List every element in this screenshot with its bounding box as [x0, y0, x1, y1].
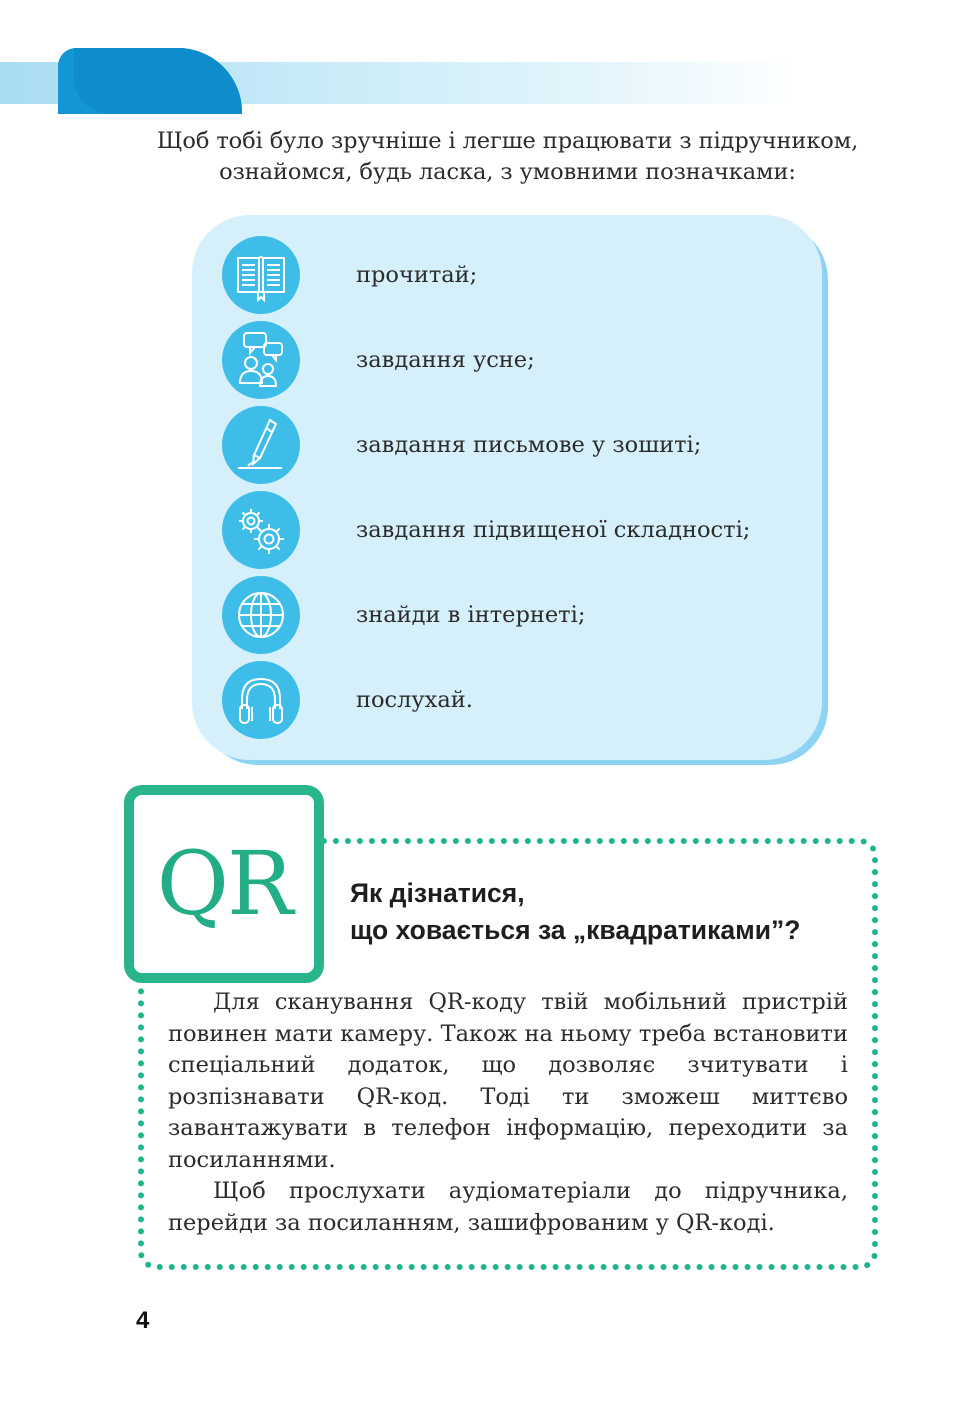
legend-label: послухай. — [356, 687, 473, 713]
qr-heading — [350, 875, 890, 949]
legend-item-read — [222, 235, 802, 315]
legend-label: прочитай; — [356, 262, 478, 288]
speech-bubbles-people-icon — [222, 321, 300, 399]
legend-label: завдання підвищеної складності; — [356, 517, 751, 543]
pencil-writing-icon — [222, 406, 300, 484]
legend-label: знайди в інтернеті; — [356, 602, 586, 628]
qr-body-text — [168, 987, 848, 1239]
qr-heading-line-2: що ховається за „квадратиками”? — [350, 915, 801, 945]
legend-item-advanced — [222, 490, 802, 570]
qr-mark: QR — [156, 832, 292, 935]
header-tab-shade — [74, 48, 242, 114]
legend-item-internet — [222, 575, 802, 655]
gears-icon — [222, 491, 300, 569]
qr-badge — [124, 785, 324, 983]
headphones-icon — [222, 661, 300, 739]
intro-line-1: Щоб тобі було зручніше і легше працювати з підручником, — [156, 128, 859, 154]
intro-line-2: ознайомся, будь ласка, з умовними позначками: — [219, 159, 796, 185]
legend-item-listen — [222, 660, 802, 740]
qr-paragraph-1: Для сканування QR-коду твій мобільний пристрій повинен мати камеру. Також на ньому треба встановити спеціальний додаток, що дозволяє зчитувати і розпізнавати QR-код. Тоді ти зможеш миттєво завантажувати в телефон інформацію, переходити за посиланнями. — [168, 989, 848, 1173]
legend-label: завдання письмове у зошиті; — [356, 432, 702, 458]
open-book-icon — [222, 236, 300, 314]
globe-icon — [222, 576, 300, 654]
intro-text — [100, 126, 915, 188]
qr-paragraph-2: Щоб прослухати аудіоматеріали до підручника, перейди за посиланням, зашифрованим у QR-коді. — [168, 1178, 848, 1236]
legend-label: завдання усне; — [356, 347, 535, 373]
legend-item-oral — [222, 320, 802, 400]
legend-item-written — [222, 405, 802, 485]
qr-heading-line-1: Як дізнатися, — [350, 878, 525, 908]
page-number: 4 — [136, 1307, 150, 1334]
